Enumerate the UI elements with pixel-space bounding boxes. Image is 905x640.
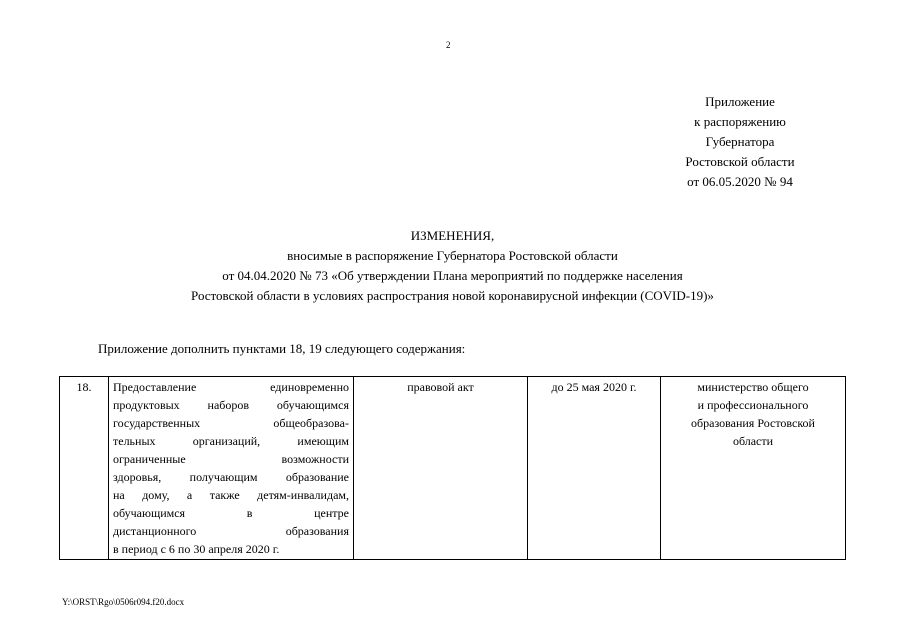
title-line: вносимые в распоряжение Губернатора Ростовской области [287,248,618,263]
responsible-line: и профессионального [697,398,809,412]
description-line: тельных организаций, имеющим [113,434,349,448]
appendix-line: Губернатора [705,134,775,149]
appendix-line: к распоряжению [694,114,786,129]
item-form-cell: правовой акт [354,377,528,560]
responsible-line: министерство общего [697,380,809,394]
item-responsible-cell [661,377,846,560]
responsible-line: образования Ростовской [691,416,815,430]
description-line: государственных общеобразова- [113,416,349,430]
file-path-footer: Y:\ORST\Rgo\0506r094.f20.docx [62,597,185,607]
document-title [90,226,815,306]
page-number: 2 [446,40,451,50]
appendix-line: от 06.05.2020 № 94 [687,174,793,189]
description-line: Предоставление единовременно [113,380,349,394]
item-description-cell [109,377,354,560]
description-line: здоровья, получающим образование [113,470,349,484]
description-line: в период с 6 по 30 апреля 2020 г. [113,542,280,556]
description-line: на дому, а также детям-инвалидам, [113,488,349,502]
responsible-line: области [732,434,774,448]
title-heading: ИЗМЕНЕНИЯ, [410,228,495,243]
appendix-line: Ростовской области [685,154,795,169]
item-number-cell: 18. [60,377,109,560]
item-term-cell: до 25 мая 2020 г. [528,377,661,560]
description-line: обучающимся в центре [113,506,349,520]
table-row [60,377,846,560]
description-line: продуктовых наборов обучающимся [113,398,349,412]
intro-paragraph: Приложение дополнить пунктами 18, 19 следующего содержания: [98,341,466,356]
title-line: Ростовской области в условиях распространия новой коронавирусной инфекции (COVID-19)» [191,288,714,303]
appendix-block [640,92,840,192]
appendix-line: Приложение [705,94,775,109]
description-line: ограниченные возможности [113,452,349,466]
description-line: дистанционного образования [113,524,349,538]
title-line: от 04.04.2020 № 73 «Об утверждении Плана мероприятий по поддержке населения [222,268,683,283]
changes-table [59,376,846,560]
